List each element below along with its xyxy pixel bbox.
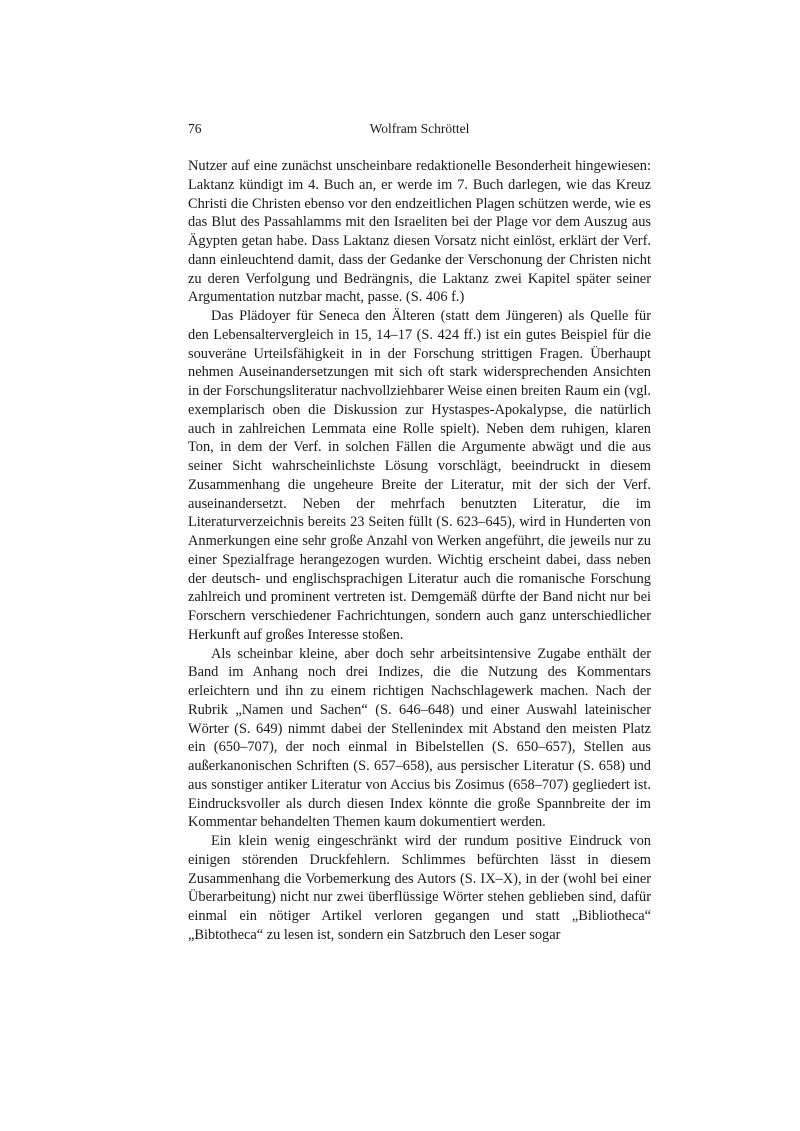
paragraph-laktanz-continuation: Nutzer auf eine zunächst unscheinbare redaktionelle Besonderheit hingewiesen: Laktanz kündigt im 4. Buch an, er werde im 7. Buch darlegen, wie das Kreuz Christi die Christen ebenso vor den endzeitlichen Plagen schützen werde, wie es das Blut des Passahlamms mit den Israeliten bei der Plage vor dem Auszug aus Ägypten getan habe. Dass Laktanz diesen Vorsatz nicht einlöst, erklärt der Verf. dann einleuchtend damit, dass der Gedanke der Verschonung der Christen nicht zu deren Verfolgung und Bedrängnis, die Laktanz zwei Kapitel später seiner Argumentation nutzbar macht, passe. (S. 406 f.) <box>188 158 651 306</box>
running-title-author: Wolfram Schröttel <box>369 121 470 136</box>
journal-page <box>188 118 651 945</box>
paragraph-indizes: Als scheinbar kleine, aber doch sehr arbeitsintensive Zugabe enthält der Band im Anhang noch drei Indizes, die die Nutzung des Kommentars erleichtern und ihn zu einem richtigen Nachschlagewerk machen. Nach der Rubrik „Namen und Sachen“ (S. 646–648) und einer Auswahl lateinischer Wörter (S. 649) nimmt dabei der Stellenindex mit Abstand den meisten Platz ein (650–707), der noch einmal in Bibelstellen (S. 650–657), Stellen aus außerkanonischen Schriften (S. 657–658), aus persischer Literatur (S. 658) und aus sonstiger antiker Literatur von Accius bis Zosimus (658–707) gegliedert ist. Eindrucksvoller als durch diesen Index könnte die große Spannbreite der im Kommentar behandelten Themen kaum dokumentiert werden. <box>188 645 651 831</box>
paragraph-seneca-pladoyer: Das Plädoyer für Seneca den Älteren (statt dem Jüngeren) als Quelle für den Lebensaltervergleich in 15, 14–17 (S. 424 ff.) ist ein gutes Beispiel für die souveräne Urteilsfähigkeit in in der Forschung strittigen Fragen. Überhaupt nehmen Auseinandersetzungen mit sich oft stark widersprechenden Ansichten in der Forschungsliteratur nachvollziehbarer Weise einen breiten Raum ein (vgl. exemplarisch oben die Diskussion zur Hystaspes-Apokalypse, die natürlich auch in zahlreichen Lemmata eine Rolle spielt). Neben dem ruhigen, klaren Ton, in dem der Verf. in solchen Fällen die Argumente abwägt und die aus seiner Sicht wahrscheinlichste Lösung vorschlägt, beeindruckt in diesem Zusammenhang die ungeheure Breite der Literatur, mit der sich der Verf. auseinandersetzt. Neben der mehrfach benutzten Literatur, die im Literaturverzeichnis bereits 23 Seiten füllt (S. 623–645), wird in Hunderten von Anmerkungen eine sehr große Anzahl von Werken angeführt, die jeweils nur zu einer Spezialfrage herangezogen wurden. Wichtig erscheint dabei, dass neben der deutsch- und englischsprachigen Literatur auch die romanische Forschung zahlreich und prominent vertreten ist. Demgemäß dürfte der Band nicht nur bei Forschern verschiedener Fachrichtungen, sondern auch ganz unterschiedlicher Herkunft auf großes Interesse stoßen. <box>188 308 651 643</box>
body-text <box>188 157 651 945</box>
running-head <box>188 118 651 140</box>
page-number: 76 <box>188 121 202 136</box>
paragraph-druckfehler: Ein klein wenig eingeschränkt wird der rundum positive Eindruck von einigen störenden Druckfehlern. Schlimmes befürchten lässt in diesem Zusammenhang die Vorbemerkung des Autors (S. IX–X), in der (wohl bei einer Überarbeitung) nicht nur zwei überflüssige Wörter stehen geblieben sind, dafür einmal ein nötiger Artikel verloren gegangen und statt „Bibliotheca“ „Bibtotheca“ zu lesen ist, sondern ein Satzbruch den Leser sogar <box>188 833 651 943</box>
